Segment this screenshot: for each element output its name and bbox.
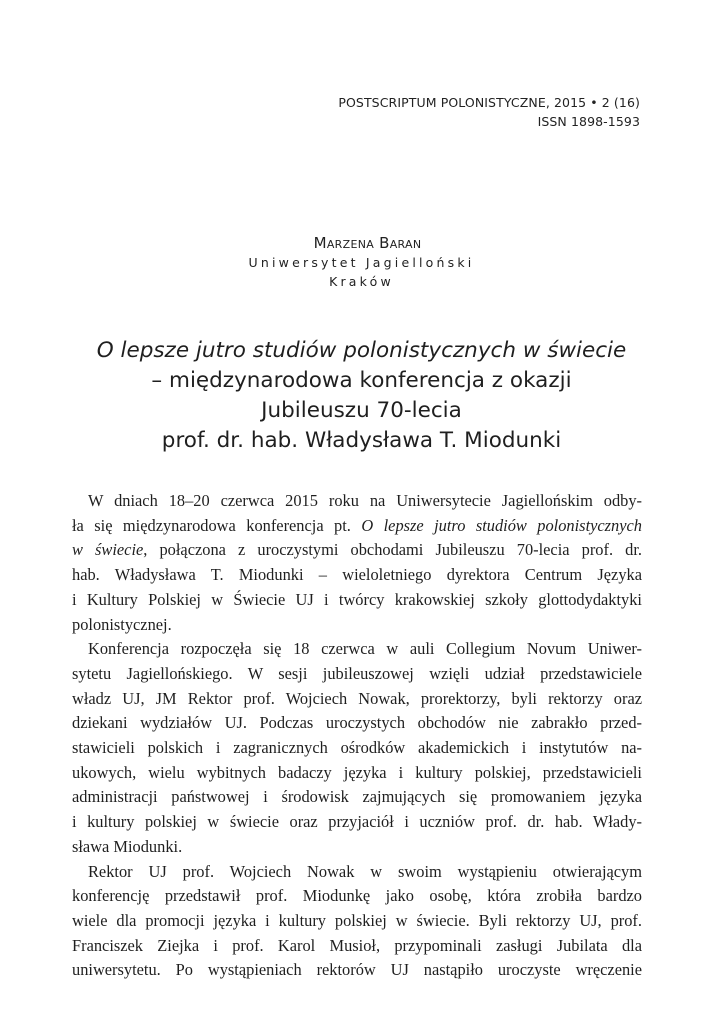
- text-line: Konferencja rozpoczęła się 18 czerwca w auli Collegium Novum Uniwer-: [88, 639, 642, 659]
- text-line: i kultury polskiej w świecie oraz przyjaciół i uczniów prof. dr. hab. Włady-: [72, 812, 642, 832]
- article-body: [72, 489, 642, 983]
- text-line: [72, 514, 642, 539]
- text-line: stawicieli polskich i zagranicznych ośrodków akademickich i instytutów na-: [72, 738, 642, 758]
- text-line: dziekani wydziałów UJ. Podczas uroczystych obchodów nie zabrakło przed-: [72, 713, 642, 733]
- text-line: i Kultury Polskiej w Świecie UJ i twórcy krakowskiej szkoły glottodydaktyki: [72, 589, 642, 609]
- text-line: wiele dla promocji języka i kultury polskiej w świecie. Byli rektorzy UJ, prof.: [72, 910, 642, 930]
- text-line: sława Miodunki.: [72, 836, 183, 856]
- text-line: Franciszek Ziejka i prof. Karol Musioł, przypominali zasługi Jubilata dla: [72, 935, 642, 955]
- journal-citation: POSTSCRIPTUM POLONISTYCZNE, 2015 • 2 (16): [338, 95, 640, 110]
- author-name: Marzena Baran: [313, 234, 422, 252]
- conference-title-italic: w świecie: [72, 540, 144, 560]
- text-line: Rektor UJ prof. Wojciech Nowak w swoim wystąpieniu otwierającym: [88, 861, 642, 881]
- text-line: uniwersytetu. Po wystąpieniach rektorów UJ nastąpiło uroczyste wręczenie: [72, 960, 642, 980]
- text-line: konferencję przedstawił prof. Miodunkę jako osobę, która zrobiła bardzo: [72, 886, 642, 906]
- article-title: [0, 336, 723, 456]
- text-run: ła się międzynarodowa konferencja pt.: [72, 515, 351, 535]
- author-affiliation: Uniwersytet Jagielloński: [248, 255, 475, 270]
- title-line: Jubileuszu 70-lecia: [261, 398, 462, 423]
- text-line: W dniach 18–20 czerwca 2015 roku na Uniwersytecie Jagiellońskim odby-: [88, 491, 642, 510]
- text-line: sytetu Jagiellońskiego. W sesji jubileuszowej wzięli udział przedstawiciele: [72, 663, 642, 683]
- text-line: polonistycznej.: [72, 614, 172, 634]
- author-block: [0, 233, 723, 291]
- title-line: – międzynarodowa konferencja z okazji: [151, 368, 572, 393]
- title-line: O lepsze jutro studiów polonistycznych w świecie: [96, 338, 627, 363]
- text-line: [72, 538, 642, 563]
- conference-title-italic: O lepsze jutro studiów polonistycznych: [361, 515, 642, 535]
- text-line: ukowych, wielu wybitnych badaczy języka i kultury polskiej, przedstawicieli: [72, 762, 642, 782]
- text-line: administracji państwowej i środowisk zajmujących się promowaniem języka: [72, 787, 642, 807]
- title-line: prof. dr. hab. Władysława T. Miodunki: [161, 428, 562, 453]
- text-run: , połączona z uroczystymi obchodami Jubileuszu 70-lecia prof. dr.: [143, 540, 642, 560]
- issn: ISSN 1898-1593: [537, 114, 640, 129]
- author-city: Kraków: [329, 274, 394, 289]
- text-line: hab. Władysława T. Miodunki – wieloletniego dyrektora Centrum Języka: [72, 565, 642, 585]
- journal-header: [338, 93, 640, 131]
- text-line: władz UJ, JM Rektor prof. Wojciech Nowak, prorektorzy, byli rektorzy oraz: [72, 688, 642, 708]
